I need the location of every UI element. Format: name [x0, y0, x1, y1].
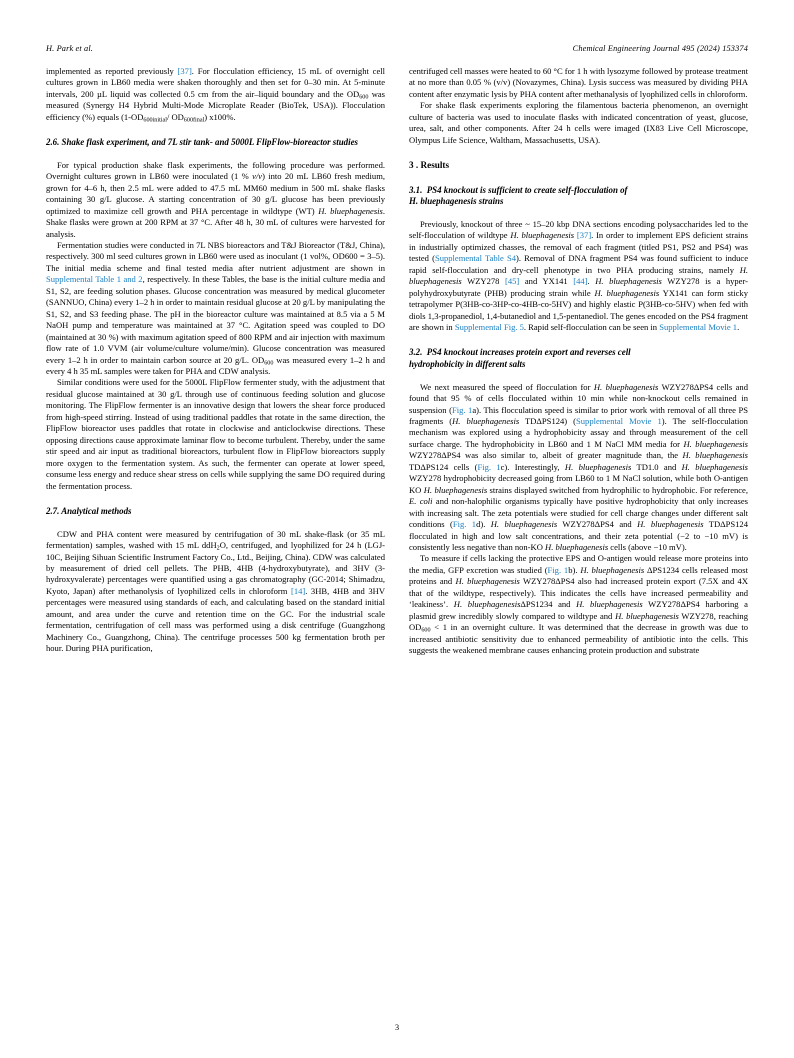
- link-supplemental-table-s4[interactable]: Supplemental Table S4: [434, 253, 516, 264]
- citation-37-b[interactable]: [37]: [576, 230, 592, 241]
- link-supplemental-movie-1[interactable]: Supplemental Movie 1: [659, 322, 738, 333]
- citation-14[interactable]: [14]: [290, 585, 306, 596]
- citation-37[interactable]: [37]: [177, 66, 192, 76]
- running-head: [46, 44, 748, 58]
- paragraph-analytical-methods: CDW and PHA content were measured by centrifugation of 30 mL shake-flask (or 35 mL fermentation) samples, washed with 15 mL ddH$_2$O, centrifuged, and lyophilized for 24 h (LGJ-10C, Beijing Sihuan Scientific Instrument Factory Co., Ltd., Beijing, China). CDW was calculated by measurement of dried cell pellets. The PHB, 4HB (4-hydroxybutyrate), and 3HV (3-hydroxyvalerate) percentages were quantified using a gas chromatography (GC-2014; Shimadzu, Kyoto, Japan) after methanolysis of lyophilized cells in chloroform [14]. 3HB, 4HB and 3HV percentages were measured using standards of each, and calculating based on the standard initial amount, and area under the curve and retention time on the GC. For the industrial scale fermentation, centrifugation of cell mass was performed using a disk centrifuge (Guangzhong Machinery Co., Guangzhong, China). The centrifuge processes 500 kg fermentation broth per hour. During PHA purification,: [46, 528, 386, 654]
- paragraph-filamentous-bacteria: For shake flask experiments exploring the filamentous bacteria phenomenon, an overnight culture of bacteria was used to inoculate flasks with indicated concentration of yeast, glucose, urea, salt, and other components. After 24 h cells were imaged (IX83 Live Cell Microscope, Olympus Life Science, Waltham, Massachusetts, USA).: [409, 100, 748, 145]
- heading-section-3-2: 3.2. PS4 knockout increases protein export and reverses cell hydrophobicity in different salts: [409, 347, 631, 370]
- heading-section-3-1: 3.1. PS4 knockout is sufficient to create self-flocculation of H. bluephagenesis strains: [409, 184, 628, 207]
- paragraph-shake-flask: For typical production shake flask experiments, the following procedure was performed. Overnight cultures grown in LB60 were inoculated (1 % v/v) into 20 mL LB60 fresh medium, grown for 4–6 h, then 2.5 mL were added to 47.5 mL MM60 medium in 500 mL shake flasks containing 30 g/L glucose. A starting concentration of 30 g/L glucose has been previously optimized to maximize cell growth and PHA percentage in wildtype (WT) H. bluephagenesis. Shake flasks were grown at 200 RPM at 37 °C. After 48 h, 30 mL of cultures were harvested for analysis.: [46, 159, 385, 239]
- link-fig-1c[interactable]: Fig. 1: [477, 461, 501, 472]
- link-supplemental-fig-5[interactable]: Supplemental Fig. 5: [454, 322, 524, 333]
- paragraph-lysis-method: centrifuged cell masses were heated to 60 °C for 1 h with lysozyme followed by protease treatment at no more than 0.05 % (v/v) (Novazymes, China). Lysis success was measured by dividing PHA content after enzymatic lysis by PHA content after methanalysis of lyophilized cells in chloroform.: [409, 66, 749, 99]
- link-supplemental-table-1-2[interactable]: Supplemental Table 1 and 2: [46, 274, 143, 285]
- heading-section-3-results: 3 . Results: [409, 160, 450, 171]
- link-fig-1d[interactable]: Fig. 1: [452, 519, 477, 530]
- citation-45[interactable]: [45]: [505, 276, 520, 287]
- body-columns: [46, 66, 748, 1021]
- citation-44[interactable]: [44]: [573, 276, 588, 287]
- running-head-authors: H. Park et al.: [46, 44, 94, 53]
- paragraph-flipflow-fermenter: Similar conditions were used for the 5000L FlipFlow fermenter study, with the adjustment that residual glucose maintained at 30 g/L through use of continuous feeding solution and glucose monitoring. The FlipFlow fermenter is an innovative design that lowers the shear force produced from high-speed stirring. Instead of using traditional paddles that rotate in the same direction, the FlipFlow bioreactor uses paddles that rotate in clockwise and anticlockwise directions. These opposing directions cause approximate laminar flow to become turbulent. Thereby, under the same stir speed and air input as traditional bioreactors, turbulent flow in FlipFlow bioreactors supply more oxygen to the fermentation system. As such, the fermenter can operate at lower speed, consume less energy and reduce shear stress on cells while supplying the same DO required during the fermentation process.: [46, 377, 385, 491]
- paragraph-fermentation-studies: Fermentation studies were conducted in 7L NBS bioreactors and T&J Bioreactor (T&J, China), respectively. 300 ml seed cultures grown in LB60 were used as inoculant (1 vol%, OD600 = 3–5). The initial media scheme and final tested media after nutrient adjustment are shown in Supplemental Table 1 and 2, respectively. In these Tables, the base is the initial culture media and S1, S2, are feeding solution phases. Glucose concentration was measured by medical glucometer (SANNUO, China) every 1–2 h in order to maintain residual glucose at 20 g/L by manipulating the S1, S2, and S3 feeding phase. The pH in the bioreactor culture was maintained at 8.5 via a 5 M NaOH pump and temperature was maintained at 37 °C. Agitation speed was coupled to DO (maintained at 30 %) with maximum agitation speed of 800 RPM and air injection with maximum flow rate of 1.0 VVM (air volume/culture volume/min). Glucose concentration was measured every 1–2 h in order to maintain carbon source at 20 g/L. $OD_{600}$ was measured every 1–2 h and every 4 h 35 mL samples were taken for PHA and CDW analysis.: [46, 240, 386, 377]
- paragraph-ps4-knockout: Previously, knockout of three ~ 15–20 kbp DNA sections encoding polysaccharides led to the self-flocculation of wildtype H. bluephagenesis [37]. In order to implement EPS deficient strains in industrially optimized chasses, the removal of each fragment (titled PS1, PS2 and PS4) was tested (Supplemental Table S4). Removal of DNA fragment PS4 was found sufficient to induce rapid self-flocculation and dry-cell phenotype in two PHA producing strains, namely H. bluephagenesis WZY278 [45] and YX141 [44]. H. bluephagenesis WZY278 is a hyper-polyhydroxybutyrate (PHB) producing strain while H. bluephagenesis YX141 can form sticky tetrapolymer P(3HB-co-3HP-co-4HB-co-5HV) and highly elastic P(3HB-co-5HV) when fed with diols 1,3-propanediol, 1,4-butanediol and 1,5-pentanediol. The genes encoded on the PS4 fragment are shown in Supplemental Fig. 5. Rapid self-flocculation can be seen in Supplemental Movie 1.: [409, 218, 748, 333]
- link-supplemental-movie-1-b[interactable]: Supplemental Movie 1: [576, 416, 662, 427]
- right-column: [409, 66, 748, 1021]
- link-fig-1b[interactable]: Fig. 1: [547, 564, 569, 575]
- page-number: 3: [394, 1023, 400, 1032]
- paragraph-gfp-excretion: To measure if cells lacking the protective EPS and O-antigen would release more proteins into the media, GFP excretion was studied (Fig. 1b). H. bluephagenesis ΔPS1234 cells released most proteins and H. bluephagenesis WZY278ΔPS4 also had increased protein export (7.5X and 4X that of the wildtype, respectively). This indicates the cells have increased permeability and ‘leakiness’. H. bluephagenesisΔPS1234 and H. bluephagenesis WZY278ΔPS4 harboring a plasmid grew incredibly slowly compared to wildtype and H. bluephagenesis WZY278, reaching $OD_{600} < 1$ in an overnight culture. It was determined that the decrease in growth was due to increased antibiotic sensitivity due to enhanced permeability of antibiotic into the cells. This suggests the weakened membrane causes enhancing protein production and substrate: [409, 553, 748, 656]
- paragraph-flocculation-speed: We next measured the speed of flocculation for H. bluephagenesis WZY278ΔPS4 cells and found that 95 % of cells flocculated within 10 min while non-knockout cells remained in suspension (Fig. 1a). This flocculation speed is similar to prior work with removal of all three PS fragments (H. bluephagenesis TDΔPS124) (Supplemental Movie 1). The self-flocculation mechanism was explored using a hydrophobicity assay and through measurement of the cell surface charge. The hydrophobicity in LB60 and 1 M NaCl MM media for H. bluephagenesis WZY278ΔPS4 was also similar to, albeit of greater magnitude than, the H. bluephagenesis TDΔPS124 cells (Fig. 1c). Interestingly, H. bluephagenesis TD1.0 and H. bluephagenesis WZY278 hydrophobicity decreased going from LB60 to 1 M NaCl solution, while both O-antigen KO H. bluephagenesis strains displayed switched from hydrophilic to hydrophobic. For reference, E. coli and non-halophilic organisms typically have positive hydrophobicity that only increases with increasing salt. The zeta potentials were studied for cell charge changes under different salt conditions (Fig. 1d). H. bluephagenesis WZY278ΔPS4 and H. bluephagenesis TDΔPS124 flocculated in high and low salt concentrations, and their zeta potential (−2 to −10 mV) is consistently less negative than non-KO H. bluephagenesis cells (above −10 mV).: [409, 381, 748, 553]
- link-fig-1a[interactable]: Fig. 1: [451, 404, 473, 415]
- paragraph-methods-flocculation: implemented as reported previously [37]. For flocculation efficiency, 15 mL of overnight cell cultures grown in LB60 media were shaken thoroughly and then set for 0–30 min. At 5-minute intervals, 200 µL liquid was collected 0.5 cm from the air–liquid boundary and the $OD_{600}$ was measured (Synergy H4 Hybrid Multi-Mode Microplate Reader (BioTek, USA)). Flocculation efficiency (%) equals ($1-OD_{600initial}/$ $OD_{600final}$) x100%.: [46, 66, 385, 124]
- heading-section-2-6: 2.6. Shake flask experiment, and 7L stir tank- and 5000L FlipFlow-bioreactor studies: [46, 137, 358, 148]
- running-head-journal: Chemical Engineering Journal 495 (2024) 153374: [572, 44, 748, 53]
- left-column: [46, 66, 385, 1021]
- heading-section-2-7: 2.7. Analytical methods: [46, 506, 132, 516]
